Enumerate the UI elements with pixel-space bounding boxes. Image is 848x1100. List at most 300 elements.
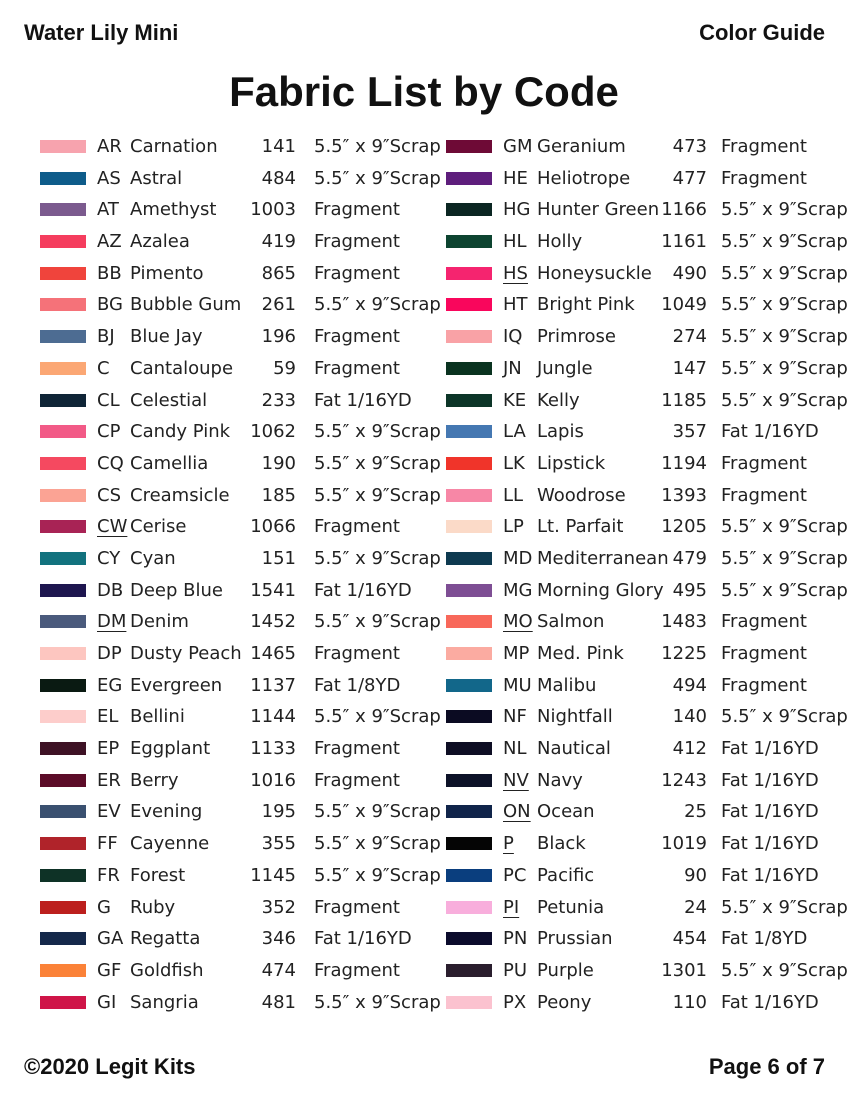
fabric-cut-type: Fat 1/16YD	[721, 833, 819, 855]
fabric-name: Navy	[537, 769, 583, 791]
fabric-row	[446, 480, 841, 512]
fabric-cut-type: Fat 1/8YD	[721, 928, 808, 950]
fabric-cut-type: Fragment	[721, 643, 807, 664]
color-swatch	[40, 932, 86, 945]
fabric-cut-type: 5.5″ x 9″Scrap	[314, 991, 441, 1013]
fabric-name: Bright Pink	[537, 294, 635, 316]
fabric-row	[446, 226, 848, 258]
fabric-number: 477	[672, 167, 707, 189]
fabric-row	[40, 733, 430, 765]
color-swatch	[446, 235, 492, 248]
fabric-row	[40, 892, 430, 924]
fabric-number: 357	[672, 421, 707, 443]
color-swatch	[40, 996, 86, 1009]
color-swatch	[40, 710, 86, 723]
color-swatch	[40, 584, 86, 597]
fabric-name: Amethyst	[130, 199, 217, 221]
fabric-number: 346	[261, 928, 296, 950]
fabric-cut-type: Fragment	[721, 484, 807, 506]
fabric-code: NV	[503, 769, 529, 791]
color-swatch	[446, 774, 492, 787]
fabric-row	[40, 480, 441, 512]
fabric-cut-type: Fat 1/16YD	[721, 769, 819, 791]
color-swatch	[446, 457, 492, 470]
fabric-code: PX	[503, 991, 527, 1013]
fabric-cut-type: Fat 1/16YD	[314, 579, 412, 601]
fabric-row	[40, 670, 430, 702]
fabric-name: Ruby	[130, 896, 176, 918]
fabric-row	[40, 258, 430, 290]
fabric-cut-type: Fat 1/16YD	[721, 991, 819, 1013]
fabric-name: Holly	[537, 231, 583, 253]
fabric-name: Pimento	[130, 262, 204, 284]
fabric-cut-type: Fragment	[314, 199, 400, 221]
color-swatch	[40, 805, 86, 818]
fabric-code: DM	[97, 611, 127, 633]
fabric-row	[40, 828, 441, 860]
fabric-row	[446, 796, 841, 828]
fabric-row	[40, 796, 441, 828]
fabric-cut-type: Fat 1/16YD	[721, 421, 819, 443]
fabric-number: 90	[684, 864, 707, 886]
fabric-code: IQ	[503, 326, 523, 348]
fabric-code: HL	[503, 231, 527, 253]
fabric-cut-type: 5.5″ x 9″Scrap	[721, 389, 848, 411]
fabric-code: G	[97, 896, 111, 918]
fabric-row	[446, 353, 848, 385]
fabric-code: CL	[97, 389, 120, 411]
fabric-name: Nautical	[537, 738, 611, 760]
fabric-cut-type: 5.5″ x 9″Scrap	[314, 547, 441, 569]
fabric-row	[40, 987, 441, 1019]
fabric-list-left-column	[40, 131, 441, 1018]
fabric-cut-type: Fat 1/16YD	[721, 738, 819, 760]
fabric-number: 1003	[250, 199, 296, 221]
fabric-code: CP	[97, 421, 121, 443]
fabric-row	[446, 289, 848, 321]
fabric-cut-type: Fragment	[314, 738, 400, 760]
fabric-row	[446, 892, 848, 924]
fabric-row	[446, 638, 841, 670]
fabric-cut-type: 5.5″ x 9″Scrap	[314, 611, 441, 633]
fabric-cut-type: 5.5″ x 9″Scrap	[314, 294, 441, 316]
fabric-name: Primrose	[537, 326, 616, 348]
color-swatch	[40, 901, 86, 914]
fabric-row	[446, 575, 848, 607]
fabric-number: 190	[261, 452, 296, 474]
fabric-number: 1301	[661, 959, 707, 981]
fabric-row	[446, 860, 841, 892]
fabric-code: PC	[503, 864, 527, 886]
fabric-code: BJ	[97, 326, 115, 348]
fabric-name: Malibu	[537, 674, 597, 696]
document-name: Water Lily Mini	[24, 20, 179, 45]
fabric-name: Blue Jay	[130, 326, 203, 348]
fabric-row	[40, 163, 441, 195]
color-swatch	[446, 837, 492, 850]
fabric-number: 352	[261, 896, 296, 918]
page-title: Fabric List by Code	[229, 68, 619, 115]
fabric-name: Berry	[130, 769, 179, 791]
fabric-code: MD	[503, 547, 533, 569]
color-swatch	[40, 425, 86, 438]
fabric-row	[446, 670, 841, 702]
color-swatch	[446, 932, 492, 945]
fabric-row	[446, 163, 841, 195]
fabric-code: ON	[503, 801, 531, 823]
fabric-number: 1194	[661, 452, 707, 474]
fabric-name: Med. Pink	[537, 643, 624, 664]
color-swatch	[40, 552, 86, 565]
fabric-cut-type: Fragment	[721, 452, 807, 474]
fabric-name: Lapis	[537, 421, 584, 443]
fabric-number: 1049	[661, 294, 707, 316]
fabric-row	[446, 385, 848, 417]
fabric-cut-type: Fragment	[314, 643, 400, 664]
color-swatch	[446, 203, 492, 216]
fabric-number: 1062	[250, 421, 296, 443]
color-swatch	[446, 425, 492, 438]
fabric-code: AZ	[97, 231, 122, 253]
fabric-code: FF	[97, 833, 118, 855]
color-swatch	[40, 330, 86, 343]
color-swatch	[446, 298, 492, 311]
color-swatch	[446, 362, 492, 375]
fabric-name: Ocean	[537, 801, 595, 823]
color-swatch	[446, 552, 492, 565]
fabric-cut-type: 5.5″ x 9″Scrap	[721, 294, 848, 316]
fabric-code: ER	[97, 769, 121, 791]
fabric-name: Denim	[130, 611, 189, 633]
fabric-name: Prussian	[537, 928, 613, 950]
fabric-number: 1019	[661, 833, 707, 855]
fabric-name: Candy Pink	[130, 421, 231, 443]
fabric-name: Cyan	[130, 547, 176, 569]
color-swatch	[446, 996, 492, 1009]
color-swatch	[446, 964, 492, 977]
fabric-code: NL	[503, 738, 527, 760]
color-swatch	[40, 298, 86, 311]
color-swatch	[40, 394, 86, 407]
color-swatch	[40, 203, 86, 216]
color-swatch	[40, 679, 86, 692]
color-swatch	[446, 330, 492, 343]
fabric-code: GA	[97, 928, 124, 950]
fabric-cut-type: 5.5″ x 9″Scrap	[314, 452, 441, 474]
fabric-row	[40, 289, 441, 321]
fabric-name: Deep Blue	[130, 579, 223, 601]
fabric-code: NF	[503, 706, 527, 728]
color-swatch	[40, 615, 86, 628]
color-swatch	[40, 457, 86, 470]
color-swatch	[40, 267, 86, 280]
color-swatch	[40, 647, 86, 660]
fabric-cut-type: Fat 1/16YD	[314, 928, 412, 950]
fabric-row	[40, 765, 430, 797]
fabric-row	[40, 638, 430, 670]
fabric-row	[40, 321, 430, 353]
fabric-name: Cantaloupe	[130, 357, 234, 379]
fabric-number: 419	[261, 231, 296, 253]
fabric-number: 495	[672, 579, 707, 601]
fabric-number: 1016	[250, 769, 296, 791]
fabric-name: Mediterranean	[537, 547, 669, 569]
fabric-cut-type: 5.5″ x 9″Scrap	[721, 579, 848, 601]
fabric-cut-type: 5.5″ x 9″Scrap	[314, 706, 441, 728]
fabric-cut-type: 5.5″ x 9″Scrap	[314, 833, 441, 855]
fabric-cut-type: Fat 1/16YD	[721, 801, 819, 823]
fabric-code: MO	[503, 611, 533, 633]
fabric-cut-type: 5.5″ x 9″Scrap	[721, 199, 848, 221]
fabric-row	[40, 860, 441, 892]
fabric-number: 140	[672, 706, 707, 728]
fabric-number: 454	[672, 928, 707, 950]
fabric-row	[446, 955, 848, 987]
fabric-row	[446, 416, 841, 448]
section-name: Color Guide	[699, 20, 825, 45]
fabric-number: 1137	[250, 674, 296, 696]
color-swatch	[446, 679, 492, 692]
fabric-cut-type: 5.5″ x 9″Scrap	[721, 547, 848, 569]
color-swatch	[446, 742, 492, 755]
fabric-row	[40, 385, 430, 417]
fabric-row	[40, 226, 430, 258]
color-swatch	[40, 774, 86, 787]
fabric-cut-type: Fat 1/16YD	[314, 389, 412, 411]
fabric-code: KE	[503, 389, 527, 411]
fabric-name: Celestial	[130, 389, 208, 411]
fabric-code: AR	[97, 136, 122, 157]
fabric-code: MG	[503, 579, 533, 601]
fabric-number: 1144	[250, 706, 296, 728]
fabric-row	[40, 701, 441, 733]
fabric-name: Cerise	[130, 516, 187, 538]
fabric-name: Cayenne	[130, 833, 210, 855]
fabric-cut-type: Fragment	[314, 769, 400, 791]
fabric-cut-type: Fragment	[721, 674, 807, 696]
color-swatch	[40, 489, 86, 502]
fabric-number: 865	[261, 262, 296, 284]
fabric-code: CW	[97, 516, 128, 538]
fabric-code: HG	[503, 199, 531, 221]
fabric-number: 1225	[661, 643, 707, 664]
fabric-name: Eggplant	[130, 738, 211, 760]
fabric-name: Nightfall	[537, 706, 613, 728]
fabric-row	[446, 511, 848, 543]
fabric-code: GF	[97, 959, 122, 981]
fabric-name: Sangria	[130, 991, 199, 1013]
color-swatch	[446, 710, 492, 723]
fabric-code: GI	[97, 991, 117, 1013]
fabric-code: LK	[503, 452, 525, 474]
fabric-code: LL	[503, 484, 524, 506]
fabric-number: 233	[261, 389, 296, 411]
fabric-row	[446, 828, 841, 860]
fabric-row	[446, 448, 841, 480]
fabric-number: 1205	[661, 516, 707, 538]
fabric-cut-type: 5.5″ x 9″Scrap	[721, 357, 848, 379]
fabric-code: FR	[97, 864, 120, 886]
fabric-row	[446, 923, 841, 955]
fabric-number: 481	[261, 991, 296, 1013]
fabric-code: CY	[97, 547, 121, 569]
fabric-row	[40, 543, 441, 575]
fabric-number: 1185	[661, 389, 707, 411]
fabric-name: Geranium	[537, 136, 626, 157]
color-swatch	[446, 901, 492, 914]
fabric-name: Petunia	[537, 896, 605, 918]
fabric-code: HE	[503, 167, 528, 189]
fabric-name: Goldfish	[130, 959, 204, 981]
fabric-name: Peony	[537, 991, 592, 1013]
fabric-number: 261	[261, 294, 296, 316]
fabric-name: Evening	[130, 801, 203, 823]
fabric-name: Lt. Parfait	[537, 516, 624, 538]
fabric-number: 274	[672, 326, 707, 348]
fabric-code: JN	[503, 357, 522, 379]
fabric-cut-type: Fragment	[314, 357, 400, 379]
color-swatch	[446, 140, 492, 153]
color-swatch	[40, 520, 86, 533]
fabric-number: 196	[261, 326, 296, 348]
fabric-row	[446, 733, 841, 765]
color-swatch	[40, 362, 86, 375]
fabric-name: Jungle	[537, 357, 593, 379]
fabric-number: 1243	[661, 769, 707, 791]
fabric-name: Heliotrope	[537, 167, 631, 189]
fabric-number: 484	[261, 167, 296, 189]
color-swatch	[446, 172, 492, 185]
fabric-code: PN	[503, 928, 528, 950]
fabric-row	[446, 258, 848, 290]
fabric-name: Astral	[130, 167, 183, 189]
fabric-code: MU	[503, 674, 532, 696]
fabric-cut-type: 5.5″ x 9″Scrap	[721, 231, 848, 253]
fabric-number: 110	[672, 991, 707, 1013]
fabric-name: Lipstick	[537, 452, 606, 474]
fabric-number: 147	[672, 357, 707, 379]
fabric-name: Hunter Green	[537, 199, 660, 221]
fabric-number: 494	[672, 674, 707, 696]
fabric-number: 1541	[250, 579, 296, 601]
color-swatch	[40, 140, 86, 153]
fabric-cut-type: Fragment	[314, 896, 400, 918]
color-swatch	[40, 869, 86, 882]
fabric-name: Dusty Peach	[130, 643, 242, 664]
fabric-name: Bubble Gum	[130, 294, 242, 316]
fabric-name: Kelly	[537, 389, 580, 411]
fabric-cut-type: 5.5″ x 9″Scrap	[721, 326, 848, 348]
fabric-name: Forest	[130, 864, 186, 886]
fabric-name: Purple	[537, 959, 594, 981]
fabric-cut-type: 5.5″ x 9″Scrap	[314, 421, 441, 443]
fabric-cut-type: Fragment	[314, 231, 400, 253]
fabric-number: 1133	[250, 738, 296, 760]
fabric-row	[40, 448, 441, 480]
fabric-row	[40, 511, 430, 543]
fabric-code: PU	[503, 959, 528, 981]
fabric-name: Regatta	[130, 928, 201, 950]
fabric-row	[40, 955, 430, 987]
fabric-number: 1452	[250, 611, 296, 633]
fabric-code: BB	[97, 262, 122, 284]
fabric-number: 1066	[250, 516, 296, 538]
fabric-name: Creamsicle	[130, 484, 230, 506]
fabric-number: 24	[684, 896, 707, 918]
fabric-code: BG	[97, 294, 123, 316]
fabric-cut-type: Fragment	[721, 136, 807, 157]
color-swatch	[446, 267, 492, 280]
fabric-code: C	[97, 357, 110, 379]
color-swatch	[446, 615, 492, 628]
fabric-cut-type: Fragment	[721, 611, 807, 633]
color-swatch	[40, 837, 86, 850]
fabric-number: 195	[261, 801, 296, 823]
color-swatch	[40, 742, 86, 755]
fabric-number: 474	[261, 959, 296, 981]
fabric-cut-type: Fragment	[314, 326, 400, 348]
fabric-cut-type: Fragment	[314, 959, 400, 981]
fabric-code: DP	[97, 643, 122, 664]
fabric-cut-type: 5.5″ x 9″Scrap	[721, 516, 848, 538]
fabric-name: Honeysuckle	[537, 262, 652, 284]
color-swatch	[40, 235, 86, 248]
fabric-number: 185	[261, 484, 296, 506]
fabric-row	[446, 321, 848, 353]
fabric-row	[40, 194, 430, 226]
fabric-number: 141	[261, 136, 296, 157]
fabric-code: EV	[97, 801, 121, 823]
fabric-name: Evergreen	[130, 674, 223, 696]
fabric-code: PI	[503, 896, 520, 918]
fabric-name: Carnation	[130, 136, 218, 157]
fabric-name: Bellini	[130, 706, 185, 728]
fabric-name: Black	[537, 833, 586, 855]
color-swatch	[446, 805, 492, 818]
fabric-code: GM	[503, 136, 533, 157]
fabric-code: HS	[503, 262, 528, 284]
fabric-code: LA	[503, 421, 526, 443]
fabric-row	[446, 194, 848, 226]
fabric-number: 1393	[661, 484, 707, 506]
fabric-name: Pacific	[537, 864, 595, 886]
fabric-cut-type: 5.5″ x 9″Scrap	[314, 801, 441, 823]
fabric-number: 1465	[250, 643, 296, 664]
fabric-cut-type: Fragment	[314, 262, 400, 284]
fabric-row	[446, 701, 848, 733]
fabric-row	[446, 543, 848, 575]
fabric-name: Salmon	[537, 611, 605, 633]
color-swatch	[446, 869, 492, 882]
fabric-row	[446, 765, 841, 797]
page-number: Page 6 of 7	[708, 1054, 825, 1079]
fabric-number: 151	[261, 547, 296, 569]
fabric-name: Camellia	[130, 452, 209, 474]
fabric-code: EL	[97, 706, 119, 728]
color-swatch	[446, 394, 492, 407]
fabric-cut-type: Fat 1/8YD	[314, 674, 401, 696]
color-swatch	[446, 489, 492, 502]
fabric-code: AT	[97, 199, 119, 221]
fabric-number: 355	[261, 833, 296, 855]
fabric-row	[446, 606, 841, 638]
fabric-code: P	[503, 833, 514, 855]
fabric-cut-type: 5.5″ x 9″Scrap	[721, 262, 848, 284]
fabric-number: 1483	[661, 611, 707, 633]
fabric-number: 1145	[250, 864, 296, 886]
fabric-code: LP	[503, 516, 524, 538]
fabric-cut-type: 5.5″ x 9″Scrap	[314, 167, 441, 189]
